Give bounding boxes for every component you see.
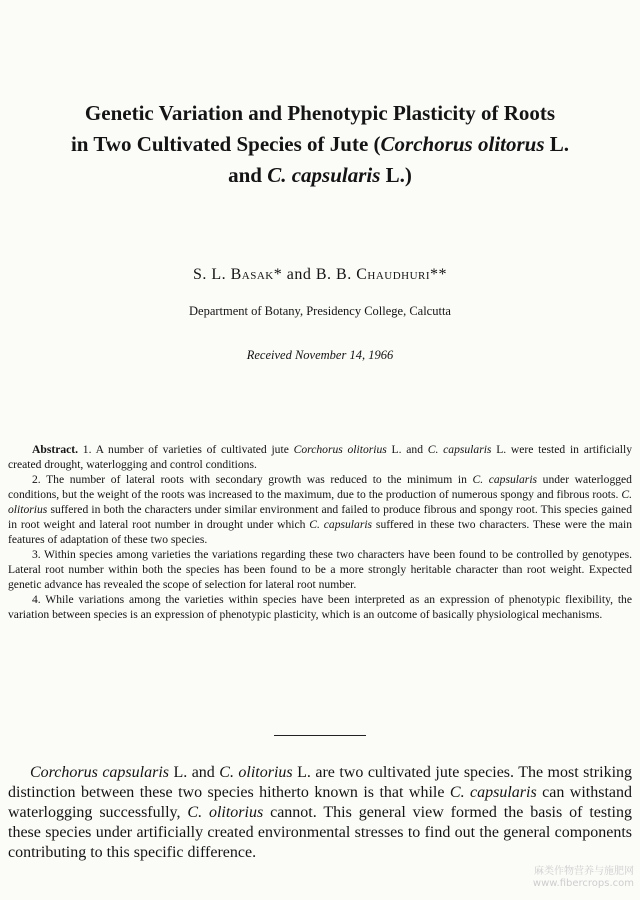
- title-line-2-suffix: L.: [544, 132, 570, 156]
- abstract-p2-species-1: C. capsularis: [472, 473, 538, 486]
- author2-footnote-mark: **: [430, 266, 448, 283]
- title-species-capsularis: C. capsularis: [267, 163, 381, 187]
- author1-initials: S. L.: [192, 266, 231, 283]
- abstract-p2-text-d: suffered in these two characters. These were the main features of adaptation of these two species.: [8, 518, 632, 546]
- affiliation: Department of Botany, Presidency College, Calcutta: [189, 304, 451, 318]
- author-conjunction: and: [282, 266, 316, 283]
- received-date: Received November 14, 1966: [246, 348, 394, 362]
- section-divider: [274, 735, 366, 736]
- watermark-line-1: 麻类作物营养与施肥网: [534, 866, 634, 877]
- body-species-2: C. olitorius: [219, 764, 293, 781]
- body-text: [8, 763, 632, 863]
- body-paragraph-1: [8, 763, 632, 863]
- title-line-3-suffix: L.): [380, 163, 412, 187]
- abstract-p1-text-b: L. and: [386, 443, 428, 456]
- author1-surname: Basak: [230, 266, 274, 283]
- body-species-1: Corchorus capsularis: [30, 764, 169, 781]
- abstract-p1-text-c: L. were tested in artificially created drought, waterlogging and control conditions.: [8, 443, 633, 471]
- abstract-p1-species-1: Corchorus olitorius: [293, 443, 387, 456]
- body-text-c: can withstand waterlogging successfully,: [8, 784, 633, 821]
- abstract-p1-species-2: C. capsularis: [427, 443, 492, 456]
- author-line: [0, 266, 640, 284]
- body-text-b: L. are two cultivated jute species. The most striking distinction between these two species hitherto known is that while: [8, 764, 633, 801]
- title-species-olitorus: Corchorus olitorus: [380, 132, 545, 156]
- abstract-p2-species-3: C. capsularis: [309, 518, 373, 531]
- abstract-p1-text-a: 1. A number of varieties of cultivated jute: [78, 443, 294, 456]
- abstract-paragraph-3: 3. Within species among varieties the variations regarding these two characters have been found to be controlled by genotypes. Lateral root number within both the species has been found to be a more strongly heritable character than root weight. Expected genetic advance has revealed the scope of selection for lateral root number.: [8, 548, 632, 591]
- abstract-paragraph-4: 4. While variations among the varieties within species have been interpreted as an expression of phenotypic flexibility, the variation between species is an expression of phenotypic plasticity, which is an outcome of basically physiological mechanisms.: [8, 593, 632, 621]
- abstract-p2-species-2: C. olitorius: [8, 488, 632, 516]
- abstract-p2-text-b: under waterlogged conditions, but the weight of the roots was increased to the maximum, due to the production of numerous spongy and fibrous roots.: [8, 473, 632, 501]
- title-line-2-prefix: in Two Cultivated Species of Jute (: [70, 132, 381, 156]
- site-watermark: [504, 866, 634, 890]
- author1-footnote-mark: *: [273, 266, 283, 283]
- watermark-line-2: www.fibercrops.com: [532, 878, 634, 889]
- title-line-3-prefix: and: [228, 163, 268, 187]
- title-line-1: Genetic Variation and Phenotypic Plasticity of Roots: [84, 101, 556, 125]
- abstract: [8, 442, 632, 622]
- body-species-4: C. olitorius: [187, 804, 264, 821]
- abstract-paragraph-2: [8, 472, 632, 547]
- author2-initials: B. B.: [315, 266, 357, 283]
- paper-title: [20, 98, 620, 191]
- body-text-d: cannot. This general view formed the basis of testing these species under artificially created environmental stresses to find out the general components contributing to this specific difference.: [8, 804, 633, 861]
- abstract-label: Abstract.: [32, 443, 79, 456]
- author2-surname: Chaudhuri: [356, 266, 431, 283]
- body-species-3: C. capsularis: [449, 784, 537, 801]
- abstract-p2-text-a: 2. The number of lateral roots with secondary growth was reduced to the minimum in: [32, 473, 473, 486]
- body-text-a: L. and: [169, 764, 220, 781]
- abstract-p2-text-c: suffered in both the characters under similar environment and failed to produce fibrous and spongy root. This species gained in root weight and lateral root number in drought under which: [8, 503, 632, 531]
- abstract-paragraph-1: [8, 442, 632, 472]
